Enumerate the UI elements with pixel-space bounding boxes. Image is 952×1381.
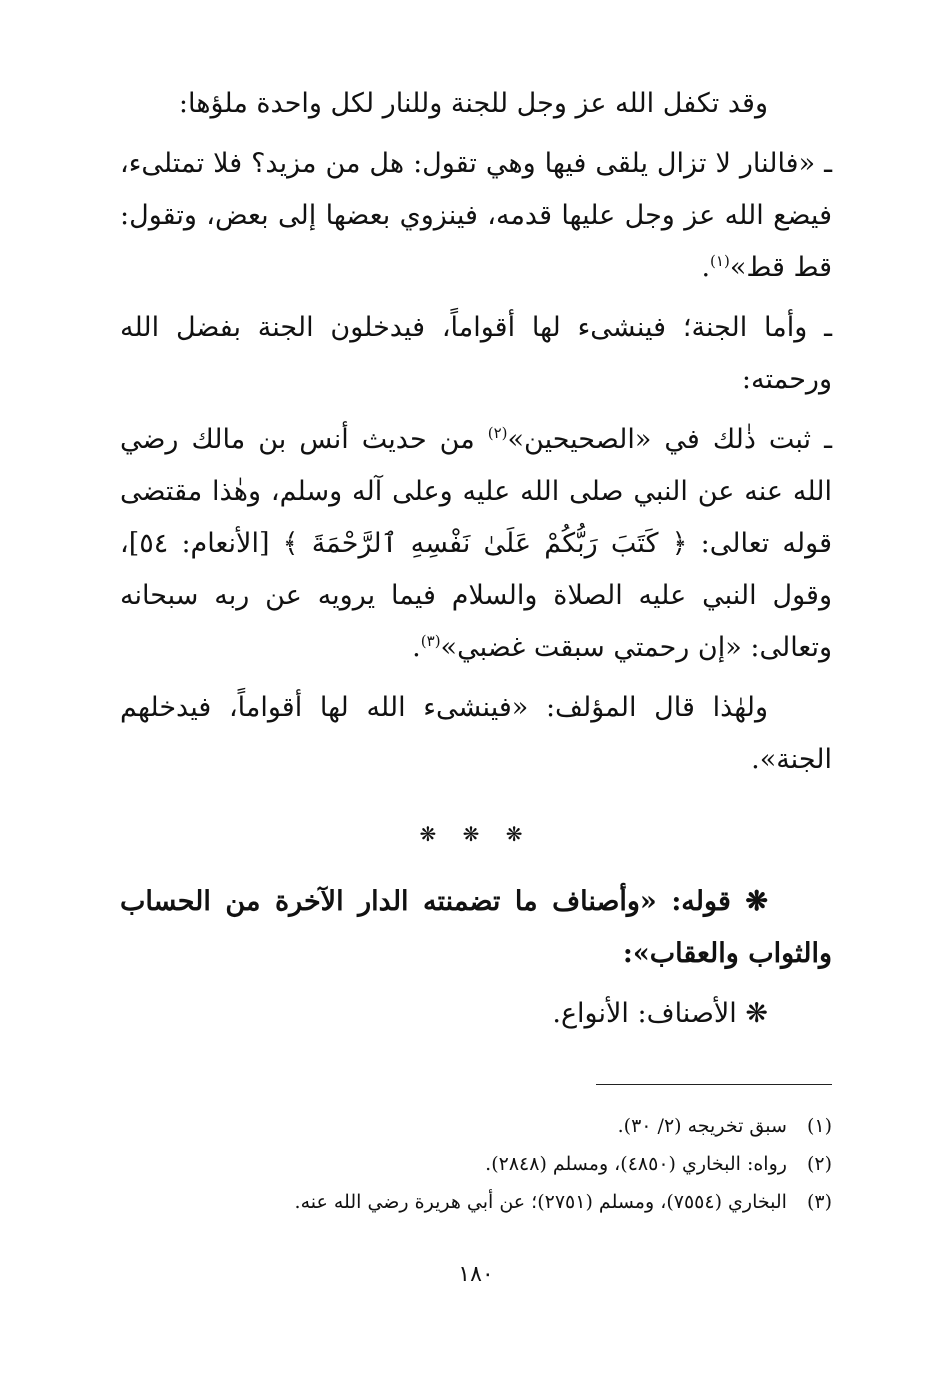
hadith-fire-text: ـ «فالنار لا تزال يلقى فيها وهي تقول: هل من مزيد؟ فلا تمتلىء، فيضع الله عز وجل عليها قدمه، فينزوي بعضها إلى بعض، وتقول: قط قط» (120, 148, 832, 283)
paragraph-definition: ❋ الأصناف: الأنواع. (552, 998, 768, 1029)
paragraph-evidence (120, 414, 832, 674)
footnote-ref-1: (١) (710, 252, 730, 270)
footnote-separator (596, 1084, 832, 1085)
evidence-text-a: ـ ثبت ذٰلك في «الصحيحين» (507, 424, 832, 455)
footnote-ref-2: (٢) (487, 424, 508, 442)
section-divider-stars: ❋ ❋ ❋ (419, 822, 533, 846)
evidence-text-b: من حديث أنس بن مالك رضي الله عنه عن النبي صلى الله عليه وعلى آله وسلم، وهٰذا مقتضى قوله تعالى: ﴿ كَتَبَ رَبُّكُمْ عَلَىٰ نَفْسِهِ ٱلرَّحْمَةَ ﴾ [الأنعام: ٥٤]، وقول النبي عليه الصلاة والسلام فيما يرويه عن ربه سبحانه وتعالى: «إن رحمتي سبقت غضبي» (120, 424, 832, 663)
paragraph-hadith-fire (120, 138, 832, 294)
footnote-2-text: رواه: البخاري (٤٨٥٠)، ومسلم (٢٨٤٨). (485, 1153, 787, 1175)
footnote-3-number: (٣) (806, 1191, 832, 1213)
hadith-fire-end: . (701, 252, 711, 283)
footnote-ref-3: (٣) (420, 632, 441, 650)
footnote-1-text: سبق تخريجه (٢/ ٣٠). (617, 1115, 787, 1137)
footnote-1 (120, 1107, 832, 1145)
footnote-3-text: البخاري (٧٥٥٤)، ومسلم (٢٧٥١)؛ عن أبي هريرة رضي الله عنه. (294, 1191, 787, 1213)
footnote-1-number: (١) (806, 1115, 832, 1137)
footnote-2-number: (٢) (806, 1153, 832, 1175)
paragraph-author-quote: ولهٰذا قال المؤلف: «فينشىء الله لها أقواماً، فيدخلهم الجنة». (120, 692, 832, 775)
paragraph-paradise: ـ وأما الجنة؛ فينشىء لها أقواماً، فيدخلون الجنة بفضل الله ورحمته: (120, 312, 832, 395)
paragraph-heading-categories: ❋ قوله: «وأصناف ما تضمنته الدار الآخرة من الحساب والثواب والعقاب»: (120, 886, 832, 969)
page-body (120, 78, 832, 1221)
paragraph-intro: وقد تكفل الله عز وجل للجنة وللنار لكل واحدة ملؤها: (178, 88, 768, 119)
page-number: ١٨٠ (458, 1262, 494, 1287)
footnote-2 (120, 1145, 832, 1183)
evidence-end: . (412, 632, 421, 663)
footnote-3 (120, 1183, 832, 1221)
